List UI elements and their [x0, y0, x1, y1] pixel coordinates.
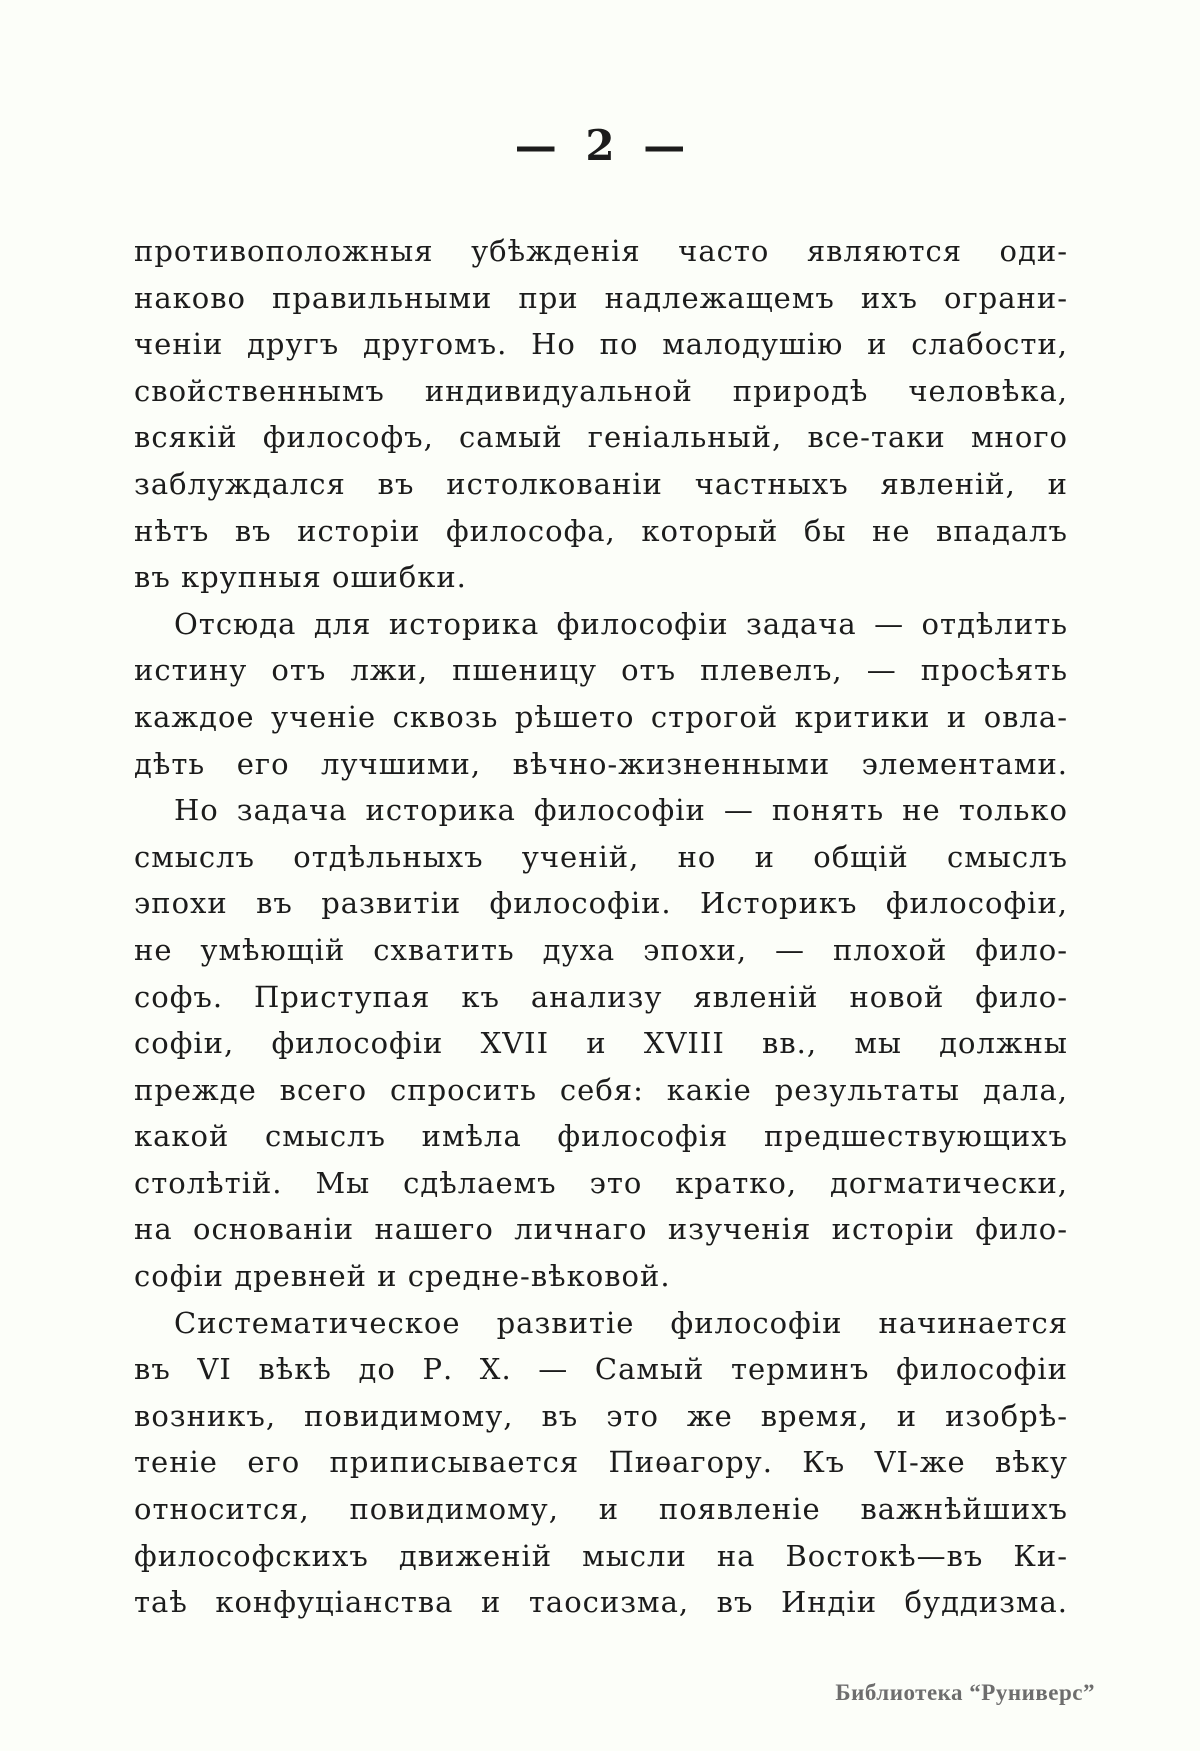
text-line: теніе его приписывается Пиѳагору. Къ VI-же вѣку: [134, 1445, 1068, 1480]
text-line: эпохи въ развитіи философіи. Историкъ философіи,: [134, 886, 1068, 921]
text-line: наково правильными при надлежащемъ ихъ ограни-: [134, 280, 1068, 315]
text-line: смыслъ отдѣльныхъ ученій, но и общій смыслъ: [134, 839, 1068, 874]
text-line: софіи древней и средне-вѣковой.: [134, 1259, 671, 1294]
text-line: каждое ученіе сквозь рѣшето строгой критики и овла-: [134, 699, 1068, 734]
text-line: ченіи другъ другомъ. Но по малодушію и слабости,: [134, 327, 1068, 362]
text-line: всякій философъ, самый геніальный, все-таки много: [134, 420, 1068, 455]
text-line: относится, повидимому, и появленіе важнѣйшихъ: [134, 1492, 1068, 1527]
text-line: на основаніи нашего личнаго изученія исторіи фило-: [134, 1212, 1068, 1247]
text-line: софъ. Приступая къ анализу явленій новой фило-: [134, 979, 1068, 1014]
text-line: софіи, философіи XVII и XVIII вв., мы должны: [134, 1026, 1068, 1061]
text-line: прежде всего спросить себя: какіе результаты дала,: [134, 1072, 1068, 1107]
text-line: Систематическое развитіе философіи начинается: [174, 1305, 1068, 1340]
text-line: Но задача историка философіи — понять не только: [174, 793, 1068, 828]
text-line: истину отъ лжи, пшеницу отъ плевелъ, — просѣять: [134, 653, 1068, 688]
text-line: свойственнымъ индивидуальной природѣ человѣка,: [134, 373, 1068, 408]
text-line: дѣть его лучшими, вѣчно-жизненными элементами.: [134, 746, 1068, 781]
text-line: какой смыслъ имѣла философія предшествующихъ: [134, 1119, 1068, 1154]
paragraph: [134, 1300, 1068, 1626]
text-line: таѣ конфуціанства и таосизма, въ Индіи буддизма.: [134, 1585, 1068, 1620]
text-line: Отсюда для историка философіи задача — отдѣлить: [174, 606, 1068, 641]
text-line: противоположныя убѣжденія часто являются оди-: [134, 234, 1068, 268]
text-line: въ крупныя ошибки.: [134, 560, 467, 595]
text-block: [134, 228, 1068, 1626]
paragraph: [134, 601, 1068, 787]
text-line: въ VI вѣкѣ до Р. Х. — Самый терминъ философіи: [134, 1352, 1068, 1387]
text-line: заблуждался въ истолкованіи частныхъ явленій, и: [134, 466, 1068, 501]
library-watermark: Библиотека “Руниверс”: [835, 1680, 1095, 1705]
text-line: нѣтъ въ исторіи философа, который бы не впадалъ: [134, 513, 1068, 548]
page-number: — 2 —: [514, 121, 688, 170]
text-line: философскихъ движеній мысли на Востокѣ—въ Ки-: [134, 1538, 1068, 1573]
paragraph: [134, 787, 1068, 1300]
text-line: не умѣющій схватить духа эпохи, — плохой фило-: [134, 932, 1068, 967]
text-line: столѣтій. Мы сдѣлаемъ это кратко, догматически,: [134, 1165, 1068, 1200]
text-line: возникъ, повидимому, въ это же время, и изобрѣ-: [134, 1398, 1068, 1433]
paragraph: [134, 228, 1068, 601]
